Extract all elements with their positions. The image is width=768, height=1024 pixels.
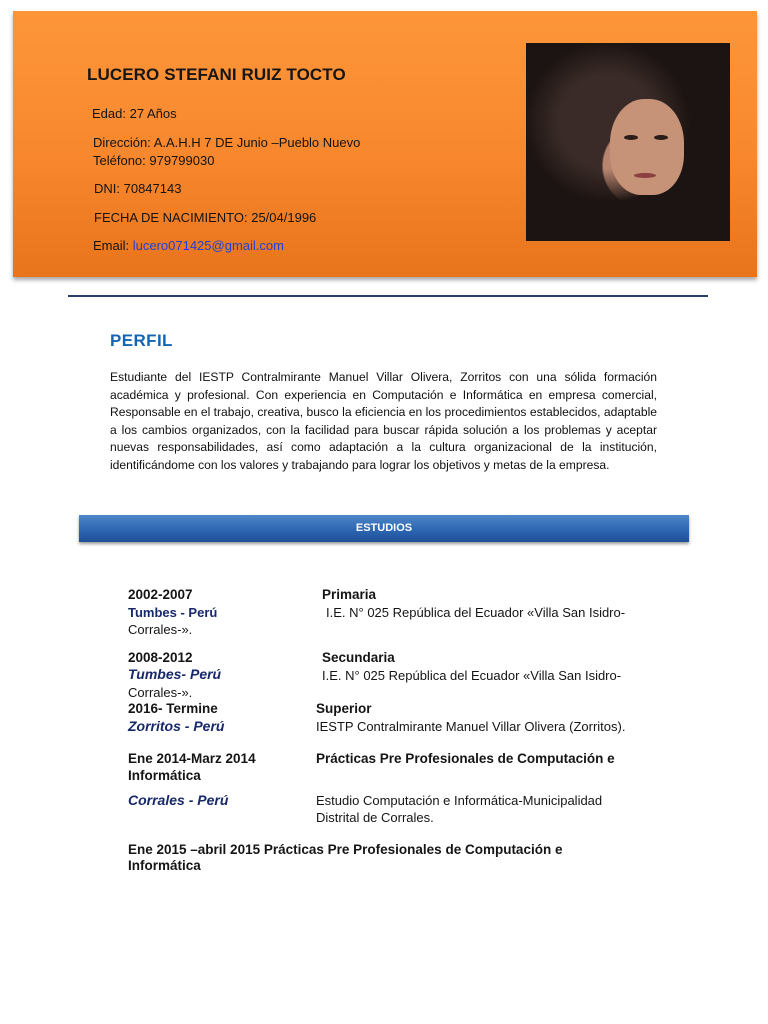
email-link[interactable]: lucero071425@gmail.com xyxy=(132,238,284,253)
entry1-level: Primaria xyxy=(322,587,377,602)
entry4-place: Corrales - Perú xyxy=(128,792,229,808)
entry2-years: 2008-2012 xyxy=(128,650,193,665)
section-divider xyxy=(68,295,708,297)
photo-mouth xyxy=(634,173,656,178)
studies-heading-band: ESTUDIOS xyxy=(79,515,689,542)
email-line xyxy=(93,238,284,253)
photo-eye-right xyxy=(654,135,668,140)
dni-line: DNI: 70847143 xyxy=(94,181,182,196)
entry2-place: Tumbes- Perú xyxy=(128,666,222,682)
entry1-place: Tumbes - Perú xyxy=(128,605,218,620)
entry1-continuation: Corrales-». xyxy=(128,622,193,637)
address-line: Dirección: A.A.H.H 7 DE Junio –Pueblo Nuevo xyxy=(93,135,361,150)
entry4-continuation: Informática xyxy=(128,768,201,783)
entry2-institution: I.E. N° 025 República del Ecuador «Villa San Isidro- xyxy=(322,668,622,683)
entry4-institution-line2: Distrital de Corrales. xyxy=(316,810,434,825)
entry3-place: Zorritos - Perú xyxy=(128,718,225,734)
candidate-name: LUCERO STEFANI RUIZ TOCTO xyxy=(87,65,346,84)
entry2-level: Secundaria xyxy=(322,650,395,665)
profile-text: Estudiante del IESTP Contralmirante Manuel Villar Olivera, Zorritos con una sólida formación académica y profesional. Con experiencia en Computación e Informática en empresa comercial, Responsable en el trabajo, creativa, busco la eficiencia en los procedimientos establecidos, adaptable a los cambios organizados, con la facilidad para buscar rápida solución a los problemas y aceptar nuevas responsabilidades, así como adaptación a la cultura organizacional de la institución, identificándome con los valores y trabajando para lograr los objetivos y metas de la empresa. xyxy=(110,370,657,472)
profile-photo xyxy=(526,43,730,241)
profile-heading: PERFIL xyxy=(110,331,173,350)
entry4-level: Prácticas Pre Profesionales de Computación e xyxy=(316,751,615,766)
entry4-institution-line1: Estudio Computación e Informática-Municipalidad xyxy=(316,793,603,808)
entry1-institution: I.E. N° 025 República del Ecuador «Villa San Isidro- xyxy=(326,605,626,620)
header-banner xyxy=(13,11,757,277)
entry5-line2: Informática xyxy=(128,858,201,873)
entry4-years: Ene 2014-Marz 2014 xyxy=(128,751,256,766)
entry2-continuation: Corrales-». xyxy=(128,685,193,700)
age-line: Edad: 27 Años xyxy=(92,106,177,121)
entry1-years: 2002-2007 xyxy=(128,587,193,602)
entry3-institution: IESTP Contralmirante Manuel Villar Olivera (Zorritos). xyxy=(316,719,626,734)
photo-eye-left xyxy=(624,135,638,140)
entry3-years: 2016- Termine xyxy=(128,701,218,716)
photo-face xyxy=(610,99,684,195)
email-label: Email: xyxy=(93,238,133,253)
entry3-level: Superior xyxy=(316,701,372,716)
entry5-line1: Ene 2015 –abril 2015 Prácticas Pre Profesionales de Computación e xyxy=(128,842,563,857)
birthdate-line: FECHA DE NACIMIENTO: 25/04/1996 xyxy=(94,210,317,225)
phone-line: Teléfono: 979799030 xyxy=(93,153,215,168)
